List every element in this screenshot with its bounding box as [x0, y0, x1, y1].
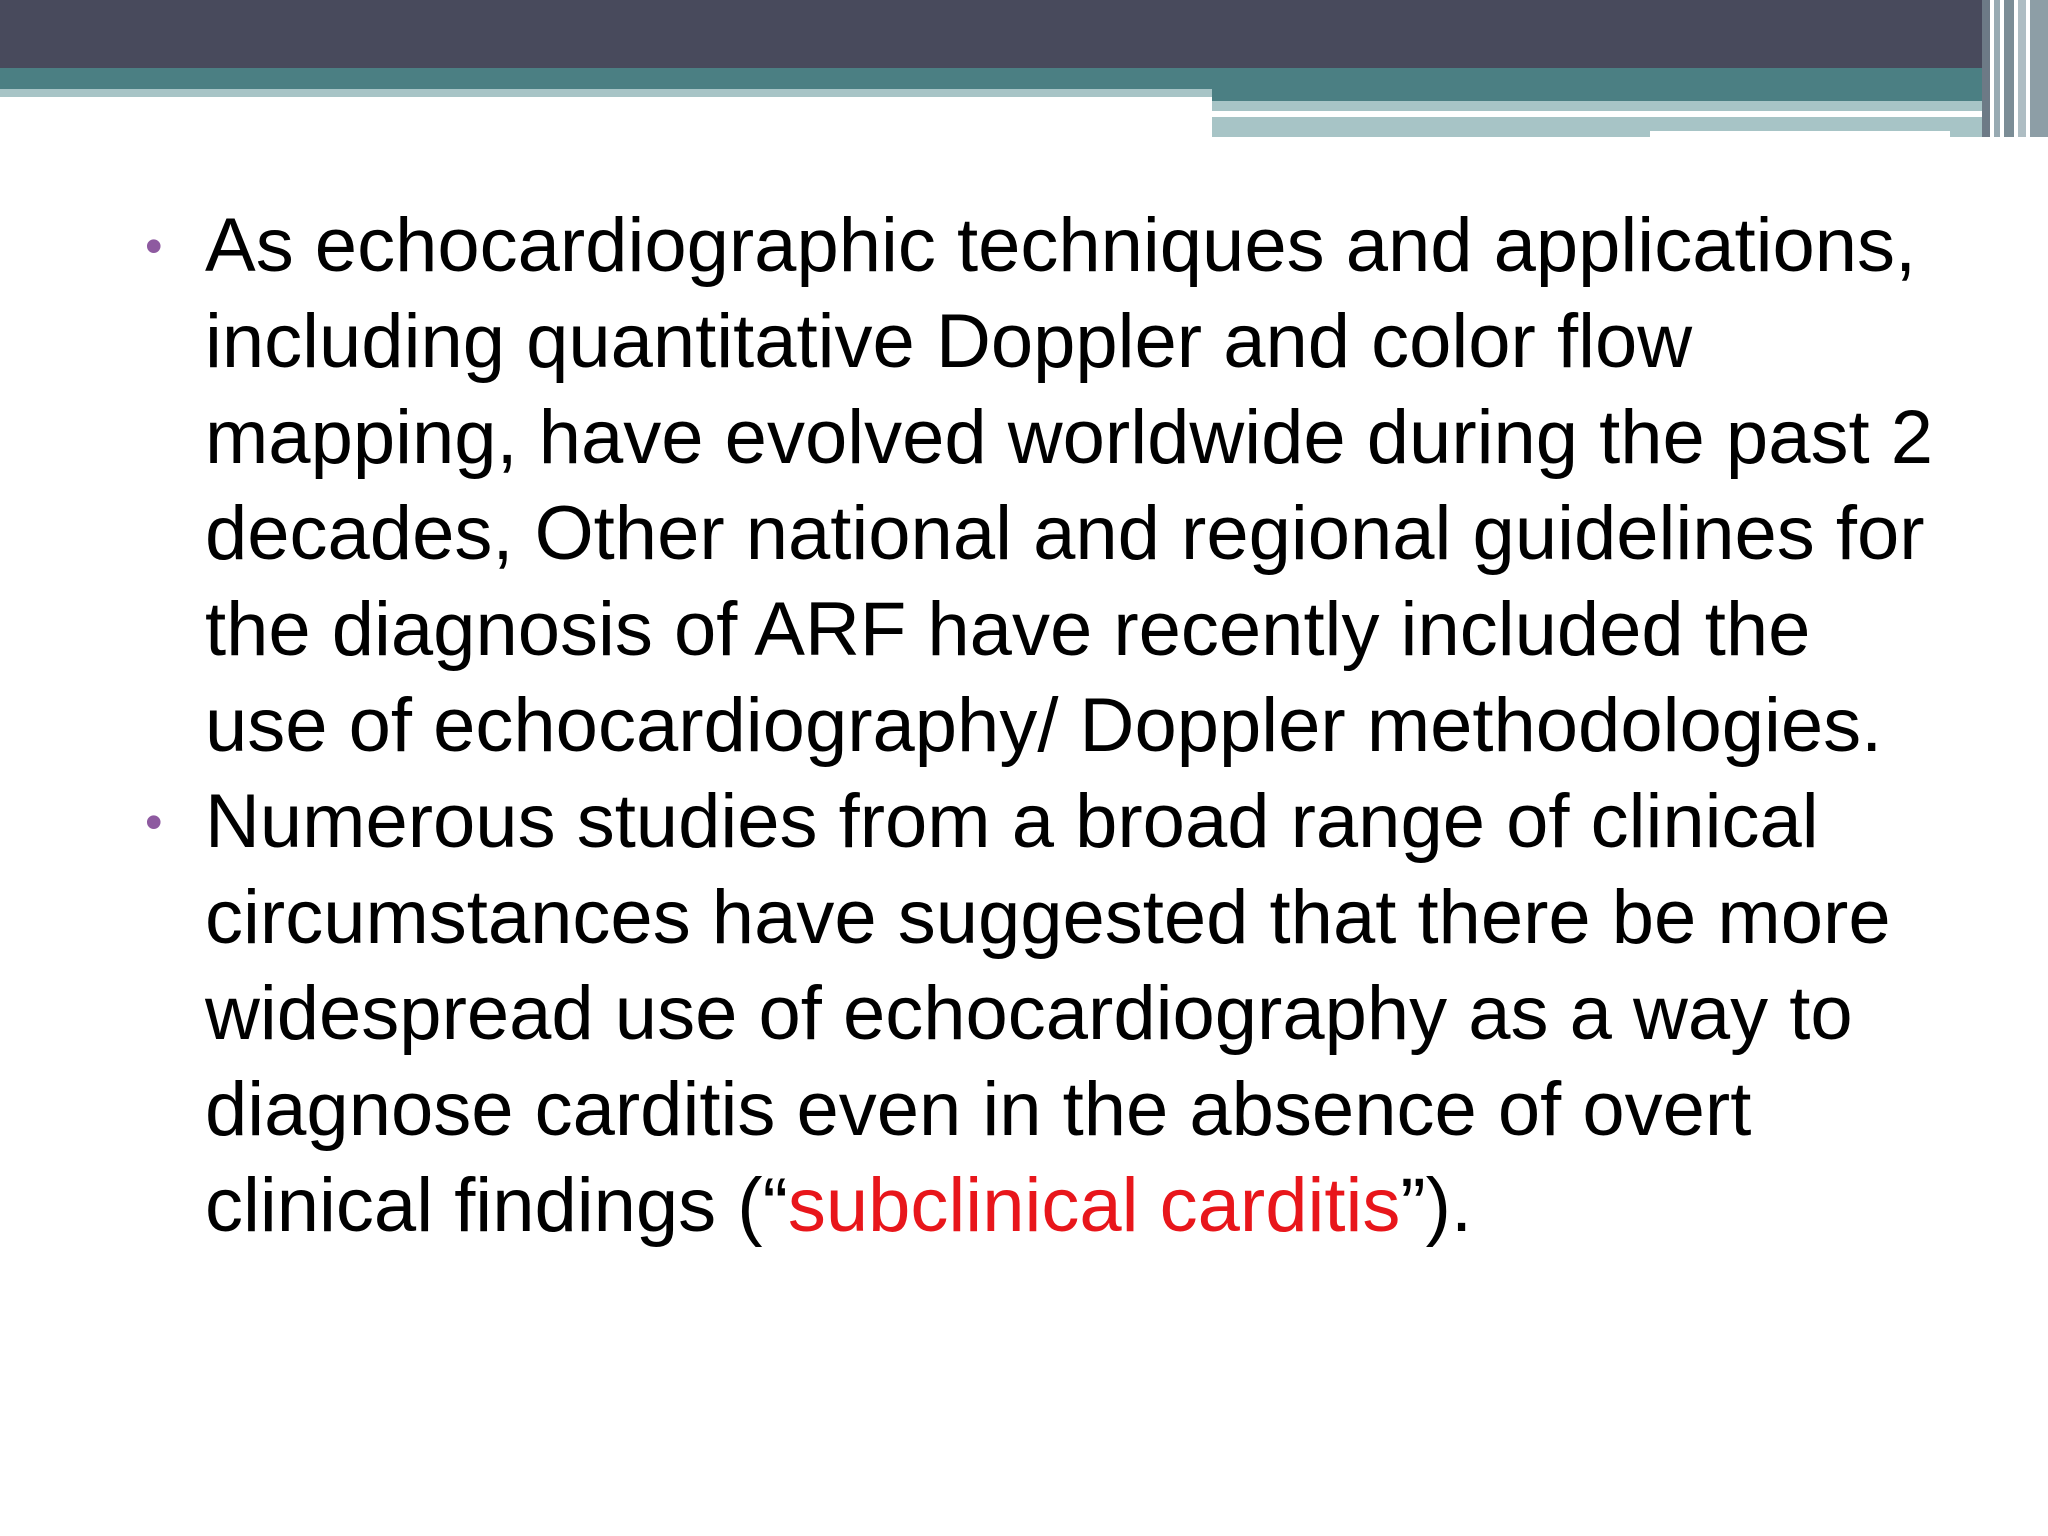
bullet-text-1: As echocardiographic techniques and applications, including quantitative Doppler and color flow mapping, have evolved worldwide during the past 2 decades, Other national and regional guidelines for the diagnosis of ARF have recently included the use of echocardiography/ Doppler methodologies. — [205, 203, 1933, 768]
header-light-band-left — [0, 89, 1212, 97]
header-stripes-decoration — [1982, 0, 2048, 137]
header-white-line-bottom — [1650, 131, 1950, 137]
header-light-band-right — [1212, 101, 2048, 111]
bullet-item-2 — [145, 774, 1935, 1254]
header-dark-band — [0, 0, 2048, 68]
bullet-list — [145, 198, 1935, 1254]
slide-content — [145, 198, 1935, 1254]
highlight-subclinical-carditis: subclinical carditis — [787, 1163, 1401, 1248]
bullet-dot-icon: • — [145, 218, 163, 274]
bullet-text-2-before: Numerous studies from a broad range of clinical circumstances have suggested that there be more widespread use of echocardiography as a way to diagnose carditis even in the absence of overt clinical findings (“ — [205, 779, 1891, 1248]
bullet-text-2-after: ”). — [1400, 1163, 1473, 1248]
header-teal-band-right — [1212, 89, 2048, 101]
bullet-item-1 — [145, 198, 1935, 774]
bullet-dot-icon: • — [145, 794, 163, 850]
header-teal-band — [0, 68, 2048, 89]
